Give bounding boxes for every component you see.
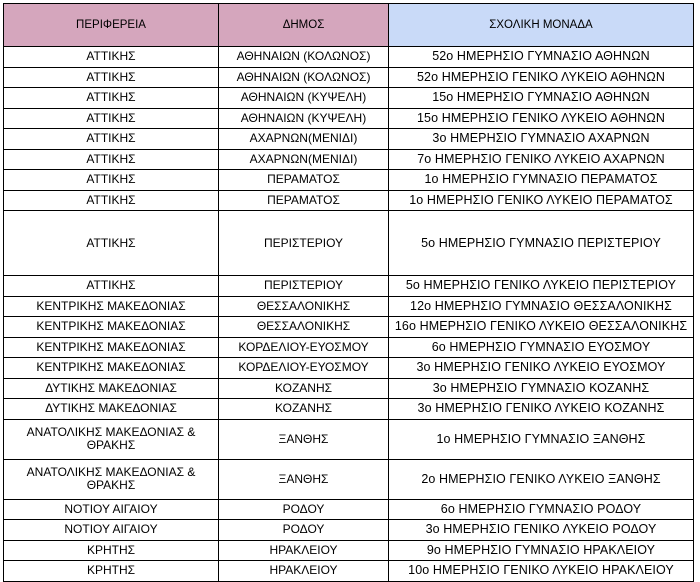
table-row — [4, 459, 694, 499]
cell-region: ΑΝΑΤΟΛΙΚΗΣ ΜΑΚΕΔΟΝΙΑΣ & ΘΡΑΚΗΣ — [4, 419, 219, 459]
cell-region: ΑΤΤΙΚΗΣ — [4, 47, 219, 68]
table-header — [4, 4, 694, 47]
cell-municipality: ΑΘΗΝΑΙΩΝ (ΚΥΨΕΛΗ) — [219, 88, 389, 109]
cell-region: ΚΕΝΤΡΙΚΗΣ ΜΑΚΕΔΟΝΙΑΣ — [4, 337, 219, 358]
table-row — [4, 499, 694, 520]
header-municipality: ΔΗΜΟΣ — [219, 4, 389, 47]
cell-municipality: ΗΡΑΚΛΕΙΟΥ — [219, 540, 389, 561]
cell-region: ΚΕΝΤΡΙΚΗΣ ΜΑΚΕΔΟΝΙΑΣ — [4, 317, 219, 338]
cell-region: ΑΤΤΙΚΗΣ — [4, 108, 219, 129]
schools-table — [3, 3, 694, 582]
cell-region: ΑΤΤΙΚΗΣ — [4, 129, 219, 150]
cell-region: ΔΥΤΙΚΗΣ ΜΑΚΕΔΟΝΙΑΣ — [4, 399, 219, 420]
cell-school: 15ο ΗΜΕΡΗΣΙΟ ΓΥΜΝΑΣΙΟ ΑΘΗΝΩΝ — [389, 88, 694, 109]
cell-region: ΑΤΤΙΚΗΣ — [4, 88, 219, 109]
cell-school: 3ο ΗΜΕΡΗΣΙΟ ΓΕΝΙΚΟ ΛΥΚΕΙΟ ΡΟΔΟΥ — [389, 520, 694, 541]
cell-municipality: ΠΕΡΑΜΑΤΟΣ — [219, 170, 389, 191]
cell-school: 6ο ΗΜΕΡΗΣΙΟ ΓΥΜΝΑΣΙΟ ΕΥΟΣΜΟΥ — [389, 337, 694, 358]
cell-school: 7ο ΗΜΕΡΗΣΙΟ ΓΕΝΙΚΟ ΛΥΚΕΙΟ ΑΧΑΡΝΩΝ — [389, 149, 694, 170]
cell-municipality: ΚΟΡΔΕΛΙΟΥ-ΕΥΟΣΜΟΥ — [219, 358, 389, 379]
table-row — [4, 88, 694, 109]
cell-school: 52ο ΗΜΕΡΗΣΙΟ ΓΥΜΝΑΣΙΟ ΑΘΗΝΩΝ — [389, 47, 694, 68]
cell-region: ΔΥΤΙΚΗΣ ΜΑΚΕΔΟΝΙΑΣ — [4, 378, 219, 399]
table-row — [4, 378, 694, 399]
cell-region: ΑΤΤΙΚΗΣ — [4, 211, 219, 276]
cell-school: 3ο ΗΜΕΡΗΣΙΟ ΓΥΜΝΑΣΙΟ ΑΧΑΡΝΩΝ — [389, 129, 694, 150]
cell-region: ΑΤΤΙΚΗΣ — [4, 190, 219, 211]
table-row — [4, 211, 694, 276]
table-row — [4, 129, 694, 150]
cell-school: 6ο ΗΜΕΡΗΣΙΟ ΓΥΜΝΑΣΙΟ ΡΟΔΟΥ — [389, 499, 694, 520]
table-row — [4, 67, 694, 88]
cell-region: ΑΤΤΙΚΗΣ — [4, 276, 219, 297]
table-row — [4, 540, 694, 561]
table-row — [4, 276, 694, 297]
cell-municipality: ΑΘΗΝΑΙΩΝ (ΚΟΛΩΝΟΣ) — [219, 67, 389, 88]
cell-school: 5ο ΗΜΕΡΗΣΙΟ ΓΥΜΝΑΣΙΟ ΠΕΡΙΣΤΕΡΙΟΥ — [389, 211, 694, 276]
table-row — [4, 561, 694, 582]
table-row — [4, 520, 694, 541]
cell-school: 3ο ΗΜΕΡΗΣΙΟ ΓΥΜΝΑΣΙΟ ΚΟΖΑΝΗΣ — [389, 378, 694, 399]
table-body — [4, 47, 694, 582]
cell-municipality: ΑΘΗΝΑΙΩΝ (ΚΥΨΕΛΗ) — [219, 108, 389, 129]
cell-region: ΚΡΗΤΗΣ — [4, 561, 219, 582]
header-school: ΣΧΟΛΙΚΗ ΜΟΝΑΔΑ — [389, 4, 694, 47]
cell-school: 3ο ΗΜΕΡΗΣΙΟ ΓΕΝΙΚΟ ΛΥΚΕΙΟ ΕΥΟΣΜΟΥ — [389, 358, 694, 379]
cell-school: 3ο ΗΜΕΡΗΣΙΟ ΓΕΝΙΚΟ ΛΥΚΕΙΟ ΚΟΖΑΝΗΣ — [389, 399, 694, 420]
cell-school: 52ο ΗΜΕΡΗΣΙΟ ΓΕΝΙΚΟ ΛΥΚΕΙΟ ΑΘΗΝΩΝ — [389, 67, 694, 88]
table-row — [4, 47, 694, 68]
cell-school: 1ο ΗΜΕΡΗΣΙΟ ΓΕΝΙΚΟ ΛΥΚΕΙΟ ΠΕΡΑΜΑΤΟΣ — [389, 190, 694, 211]
cell-municipality: ΠΕΡΙΣΤΕΡΙΟΥ — [219, 211, 389, 276]
table-row — [4, 337, 694, 358]
header-region: ΠΕΡΙΦΕΡΕΙΑ — [4, 4, 219, 47]
table-row — [4, 149, 694, 170]
table-row — [4, 170, 694, 191]
table-row — [4, 108, 694, 129]
header-row — [4, 4, 694, 47]
cell-school: 2ο ΗΜΕΡΗΣΙΟ ΓΕΝΙΚΟ ΛΥΚΕΙΟ ΞΑΝΘΗΣ — [389, 459, 694, 499]
cell-municipality: ΑΘΗΝΑΙΩΝ (ΚΟΛΩΝΟΣ) — [219, 47, 389, 68]
cell-school: 16ο ΗΜΕΡΗΣΙΟ ΓΕΝΙΚΟ ΛΥΚΕΙΟ ΘΕΣΣΑΛΟΝΙΚΗΣ — [389, 317, 694, 338]
cell-region: ΑΤΤΙΚΗΣ — [4, 67, 219, 88]
cell-region: ΑΝΑΤΟΛΙΚΗΣ ΜΑΚΕΔΟΝΙΑΣ & ΘΡΑΚΗΣ — [4, 459, 219, 499]
cell-municipality: ΞΑΝΘΗΣ — [219, 459, 389, 499]
cell-municipality: ΑΧΑΡΝΩΝ(ΜΕΝΙΔΙ) — [219, 129, 389, 150]
table-row — [4, 358, 694, 379]
cell-region: ΑΤΤΙΚΗΣ — [4, 170, 219, 191]
cell-region: ΑΤΤΙΚΗΣ — [4, 149, 219, 170]
cell-school: 12ο ΗΜΕΡΗΣΙΟ ΓΥΜΝΑΣΙΟ ΘΕΣΣΑΛΟΝΙΚΗΣ — [389, 296, 694, 317]
cell-municipality: ΘΕΣΣΑΛΟΝΙΚΗΣ — [219, 296, 389, 317]
table-row — [4, 190, 694, 211]
table-row — [4, 399, 694, 420]
cell-municipality: ΚΟΖΑΝΗΣ — [219, 399, 389, 420]
cell-school: 1ο ΗΜΕΡΗΣΙΟ ΓΥΜΝΑΣΙΟ ΠΕΡΑΜΑΤΟΣ — [389, 170, 694, 191]
cell-municipality: ΠΕΡΑΜΑΤΟΣ — [219, 190, 389, 211]
cell-municipality: ΗΡΑΚΛΕΙΟΥ — [219, 561, 389, 582]
table-row — [4, 317, 694, 338]
table-row — [4, 419, 694, 459]
cell-municipality: ΡΟΔΟΥ — [219, 520, 389, 541]
cell-school: 15ο ΗΜΕΡΗΣΙΟ ΓΕΝΙΚΟ ΛΥΚΕΙΟ ΑΘΗΝΩΝ — [389, 108, 694, 129]
table-row — [4, 296, 694, 317]
cell-region: ΚΡΗΤΗΣ — [4, 540, 219, 561]
cell-school: 1ο ΗΜΕΡΗΣΙΟ ΓΥΜΝΑΣΙΟ ΞΑΝΘΗΣ — [389, 419, 694, 459]
cell-municipality: ΚΟΖΑΝΗΣ — [219, 378, 389, 399]
cell-municipality: ΚΟΡΔΕΛΙΟΥ-ΕΥΟΣΜΟΥ — [219, 337, 389, 358]
cell-region: ΚΕΝΤΡΙΚΗΣ ΜΑΚΕΔΟΝΙΑΣ — [4, 358, 219, 379]
cell-municipality: ΡΟΔΟΥ — [219, 499, 389, 520]
cell-region: ΚΕΝΤΡΙΚΗΣ ΜΑΚΕΔΟΝΙΑΣ — [4, 296, 219, 317]
cell-school: 5ο ΗΜΕΡΗΣΙΟ ΓΕΝΙΚΟ ΛΥΚΕΙΟ ΠΕΡΙΣΤΕΡΙΟΥ — [389, 276, 694, 297]
cell-municipality: ΞΑΝΘΗΣ — [219, 419, 389, 459]
cell-region: ΝΟΤΙΟΥ ΑΙΓΑΙΟΥ — [4, 499, 219, 520]
cell-school: 10ο ΗΜΕΡΗΣΙΟ ΓΕΝΙΚΟ ΛΥΚΕΙΟ ΗΡΑΚΛΕΙΟΥ — [389, 561, 694, 582]
cell-municipality: ΠΕΡΙΣΤΕΡΙΟΥ — [219, 276, 389, 297]
cell-municipality: ΘΕΣΣΑΛΟΝΙΚΗΣ — [219, 317, 389, 338]
cell-school: 9ο ΗΜΕΡΗΣΙΟ ΓΥΜΝΑΣΙΟ ΗΡΑΚΛΕΙΟΥ — [389, 540, 694, 561]
cell-region: ΝΟΤΙΟΥ ΑΙΓΑΙΟΥ — [4, 520, 219, 541]
cell-municipality: ΑΧΑΡΝΩΝ(ΜΕΝΙΔΙ) — [219, 149, 389, 170]
schools-table-container — [3, 3, 694, 582]
